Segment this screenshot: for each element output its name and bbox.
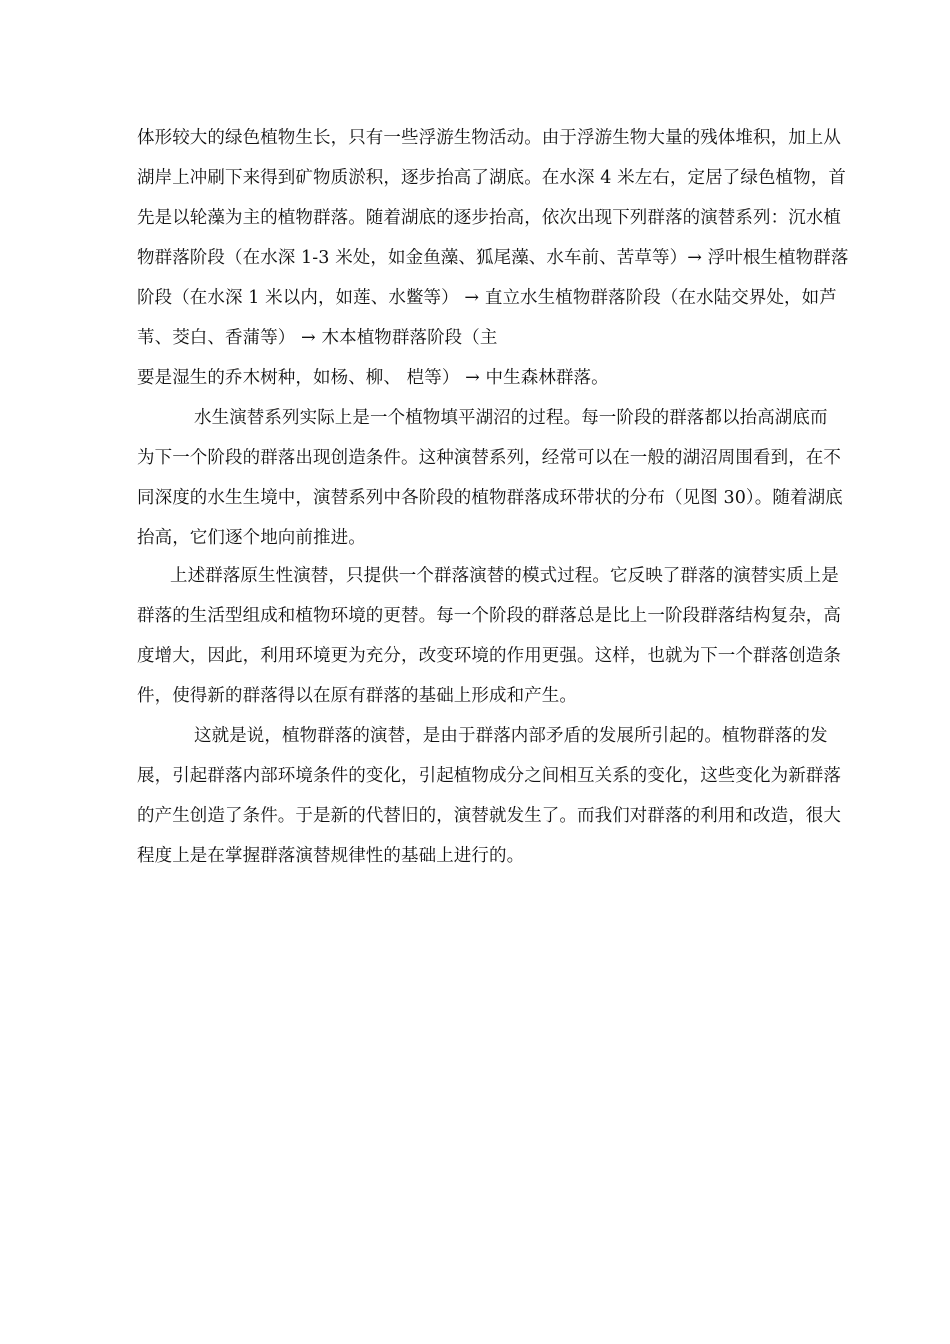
- text-line-17: 展，引起群落内部环境条件的变化，引起植物成分之间相互关系的变化，这些变化为新群落: [137, 766, 841, 786]
- text-line-2: 湖岸上冲刷下来得到矿物质淤积，逐步抬高了湖底。在水深 4 米左右，定居了绿色植物，首: [137, 168, 846, 188]
- text-line-5: 阶段（在水深 1 米以内，如莲、水鳖等） → 直立水生植物群落阶段（在水陆交界处，如芦: [137, 288, 837, 308]
- text-line-18: 的产生创造了条件。于是新的代替旧的，演替就发生了。而我们对群落的利用和改造，很大: [137, 806, 841, 826]
- text-line-15: 件，使得新的群落得以在原有群落的基础上形成和产生。: [137, 686, 577, 706]
- text-line-6: 苇、茭白、香蒲等） → 木本植物群落阶段（主: [137, 328, 498, 348]
- text-line-3: 先是以轮藻为主的植物群落。随着湖底的逐步抬高，依次出现下列群落的演替系列：沉水植: [137, 208, 841, 228]
- text-line-13: 群落的生活型组成和植物环境的更替。每一个阶段的群落总是比上一阶段群落结构复杂，高: [137, 606, 841, 626]
- text-line-7: 要是湿生的乔木树种，如杨、柳、 桤等） → 中生森林群落。: [137, 368, 609, 388]
- text-line-19: 程度上是在掌握群落演替规律性的基础上进行的。: [137, 846, 525, 866]
- text-line-1: 体形较大的绿色植物生长，只有一些浮游生物活动。由于浮游生物大量的残体堆积，加上从: [137, 128, 841, 148]
- text-line-8: 水生演替系列实际上是一个植物填平湖沼的过程。每一阶段的群落都以抬高湖底而: [194, 408, 828, 428]
- text-line-12: 上述群落原生性演替，只提供一个群落演替的模式过程。它反映了群落的演替实质上是: [170, 566, 839, 586]
- text-line-10: 同深度的水生生境中，演替系列中各阶段的植物群落成环带状的分布（见图 30）。随着湖底: [137, 488, 843, 508]
- text-line-14: 度增大，因此，利用环境更为充分，改变环境的作用更强。这样，也就为下一个群落创造条: [137, 646, 841, 666]
- text-line-4: 物群落阶段（在水深 1-3 米处，如金鱼藻、狐尾藻、水车前、苦草等）→ 浮叶根生植物群落: [137, 248, 849, 268]
- text-line-11: 抬高，它们逐个地向前推进。: [137, 528, 366, 548]
- text-line-9: 为下一个阶段的群落出现创造条件。这种演替系列，经常可以在一般的湖沼周围看到，在不: [137, 448, 841, 468]
- text-line-16: 这就是说，植物群落的演替，是由于群落内部矛盾的发展所引起的。植物群落的发: [194, 726, 828, 746]
